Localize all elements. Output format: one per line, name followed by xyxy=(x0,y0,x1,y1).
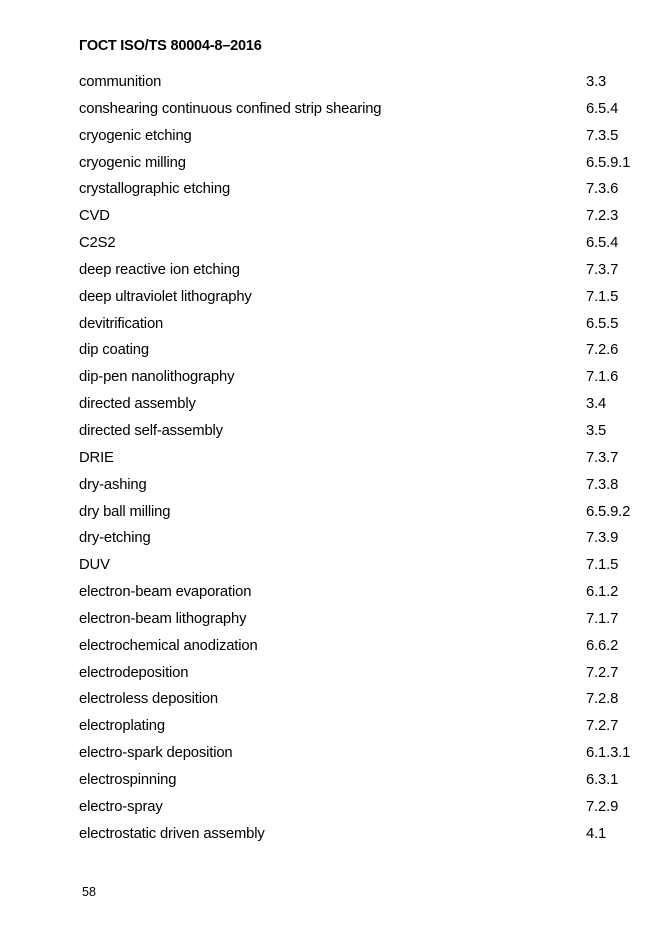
index-reference: 6.5.9.2 xyxy=(586,503,631,520)
index-entry xyxy=(79,713,649,740)
index-reference: 7.2.7 xyxy=(586,664,619,681)
index-term: cryogenic etching xyxy=(79,127,192,144)
index-reference: 7.2.6 xyxy=(586,342,619,359)
index-reference: 3.5 xyxy=(586,422,607,439)
index-term: conshearing continuous confined strip shearing xyxy=(79,100,382,117)
index-entry xyxy=(79,633,649,660)
index-reference: 7.1.6 xyxy=(586,369,619,386)
index-entry xyxy=(79,499,649,526)
index-term: devitrification xyxy=(79,315,164,332)
index-reference: 6.6.2 xyxy=(586,637,619,654)
index-reference: 7.1.5 xyxy=(586,288,619,305)
index-term: CVD xyxy=(79,208,110,225)
index-reference: 7.1.7 xyxy=(586,610,619,627)
index-entry xyxy=(79,150,649,177)
index-entry xyxy=(79,311,649,338)
index-term: electrochemical anodization xyxy=(79,637,258,654)
index-entry xyxy=(79,284,649,311)
index-entry xyxy=(79,525,649,552)
index-entry xyxy=(79,337,649,364)
index-entry xyxy=(79,472,649,499)
index-reference: 7.3.7 xyxy=(586,449,619,466)
index-entry xyxy=(79,364,649,391)
index-term: electro-spray xyxy=(79,798,163,815)
index-reference: 7.1.5 xyxy=(586,557,619,574)
index-entry xyxy=(79,552,649,579)
index-entry xyxy=(79,740,649,767)
index-term: deep ultraviolet lithography xyxy=(79,288,252,305)
index-term: directed assembly xyxy=(79,396,196,413)
index-term: DUV xyxy=(79,557,110,574)
index-term: electron-beam evaporation xyxy=(79,584,252,601)
index-entry xyxy=(79,257,649,284)
index-term: electron-beam lithography xyxy=(79,610,247,627)
index-entry xyxy=(79,391,649,418)
index-term: dry-etching xyxy=(79,530,151,547)
index-entry xyxy=(79,176,649,203)
index-reference: 6.5.9.1 xyxy=(586,154,631,171)
index-term: electrospinning xyxy=(79,771,177,788)
index-entry xyxy=(79,123,649,150)
index-term: electroplating xyxy=(79,718,165,735)
index-entry xyxy=(79,660,649,687)
index-entry xyxy=(79,821,649,848)
index-reference: 7.2.7 xyxy=(586,718,619,735)
index-term: dry ball milling xyxy=(79,503,171,520)
index-reference: 3.4 xyxy=(586,396,607,413)
index-term: electroless deposition xyxy=(79,691,218,708)
index-entry xyxy=(79,69,649,96)
index-reference: 3.3 xyxy=(586,74,607,90)
index-reference: 7.2.3 xyxy=(586,208,619,225)
index-reference: 7.2.9 xyxy=(586,798,619,815)
index-reference: 6.5.4 xyxy=(586,235,619,252)
index-entry xyxy=(79,794,649,821)
index-term: electrodeposition xyxy=(79,664,189,681)
index-term: deep reactive ion etching xyxy=(79,261,240,278)
index-term: dry-ashing xyxy=(79,476,147,493)
index-reference: 6.1.2 xyxy=(586,584,619,601)
index-term: communition xyxy=(79,74,162,90)
index-term: crystallographic etching xyxy=(79,181,231,198)
index-term: electro-spark deposition xyxy=(79,745,233,762)
index-reference: 7.2.8 xyxy=(586,691,619,708)
index-reference: 7.3.9 xyxy=(586,530,619,547)
document-header: ГОСТ ISO/TS 80004-8–2016 xyxy=(79,38,262,54)
index-reference: 6.1.3.1 xyxy=(586,745,631,762)
index-reference: 7.3.7 xyxy=(586,261,619,278)
index-reference: 7.3.8 xyxy=(586,476,619,493)
index-term: directed self-assembly xyxy=(79,422,223,439)
index-entry xyxy=(79,606,649,633)
index-term: C2S2 xyxy=(79,235,116,252)
index-reference: 6.5.5 xyxy=(586,315,619,332)
index-entry xyxy=(79,767,649,794)
index-entry xyxy=(79,96,649,123)
index-reference: 6.3.1 xyxy=(586,771,619,788)
index-term: dip coating xyxy=(79,342,149,359)
index-term: cryogenic milling xyxy=(79,154,186,171)
index-entry xyxy=(79,579,649,606)
index-entry xyxy=(79,230,649,257)
index-term: electrostatic driven assembly xyxy=(79,825,265,842)
index-reference: 7.3.5 xyxy=(586,127,619,144)
page-number: 58 xyxy=(82,885,96,899)
index-reference: 6.5.4 xyxy=(586,100,619,117)
index-entry xyxy=(79,686,649,713)
index-term: dip-pen nanolithography xyxy=(79,369,235,386)
index-reference: 7.3.6 xyxy=(586,181,619,198)
index-entry xyxy=(79,418,649,445)
index-reference: 4.1 xyxy=(586,825,607,842)
index-entry xyxy=(79,445,649,472)
term-index-list xyxy=(79,69,649,847)
index-term: DRIE xyxy=(79,449,114,466)
index-entry xyxy=(79,203,649,230)
